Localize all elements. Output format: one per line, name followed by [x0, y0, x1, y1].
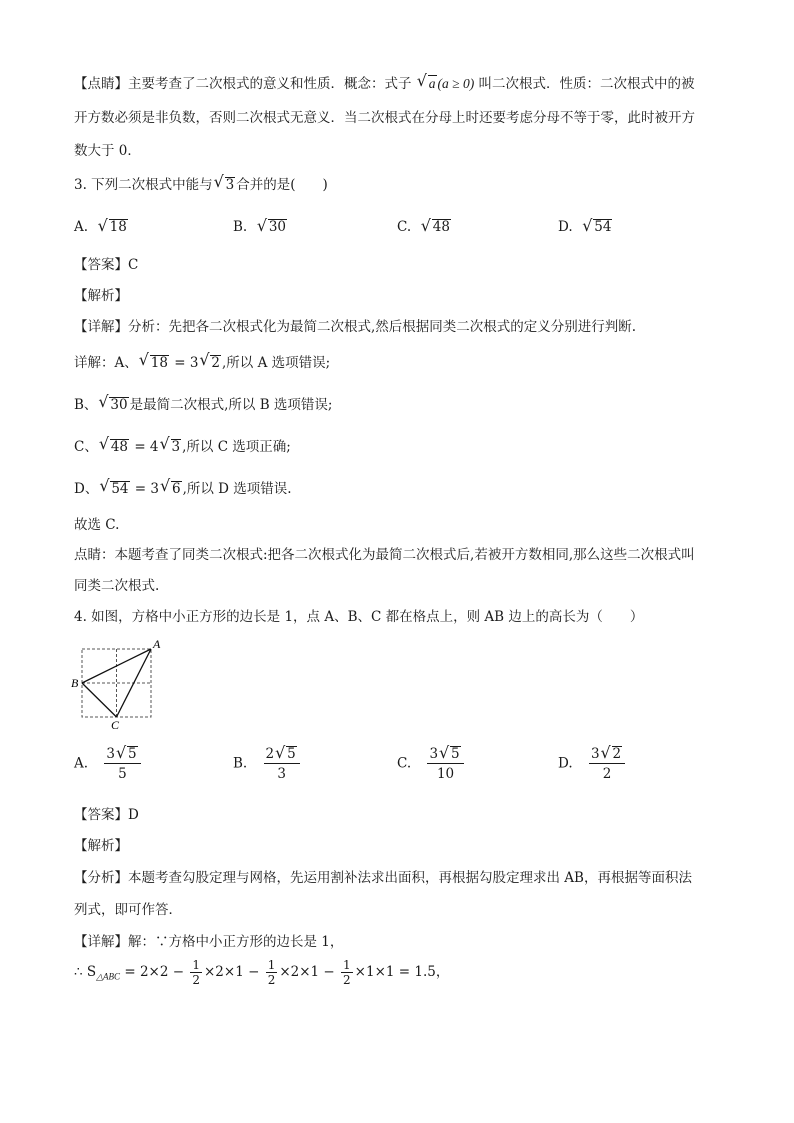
answer-value: D	[128, 807, 139, 823]
q4-area-formula: ∴ $S_{\triangle ABC} = 2\times 2$ − $\frac{1}{2}$ ×2×1 − $\frac{1}{2}$ ×2×1 − $\frac{1}{2}$ ×1×1 = 1.5，	[74, 958, 450, 987]
q3-note-2: 同类二次根式.	[74, 578, 160, 594]
q3-detail-line-b: B、√ 30 是最简二次根式,所以 B 选项错误;	[74, 396, 332, 414]
q4-fenxi-2: 列式，即可作答．	[74, 902, 182, 918]
condition: (a ≥ 0)	[437, 76, 475, 91]
q3-detail-line-a: 详解：A、√ 18 = 3√ 2 ,所以 A 选项错误;	[74, 354, 330, 372]
answer-value: C	[128, 257, 139, 273]
dianjing-line-2: 开方数必须是非负数，否则二次根式无意义．当二次根式在分母上时还要考虑分母不等于零，此时被开方	[74, 110, 695, 126]
grid	[82, 649, 151, 717]
q4-stem: 4. 如图，方格中小正方形的边长是 1，点 A、B、C 都在格点上，则 AB 边上的高长为（ ）	[74, 609, 644, 625]
label-b: B	[71, 676, 79, 690]
answer-tag: 【答案】	[74, 807, 128, 823]
q3-stem-a: 3. 下列二次根式中能与	[74, 177, 213, 193]
q3-detail-line-c: C、√ 48 = 4√ 3 ,所以 C 选项正确;	[74, 438, 291, 456]
q3-option-b: B. √ 30	[233, 219, 288, 235]
q3-detail	[74, 318, 636, 336]
q4-fenxi-1	[74, 869, 692, 887]
dianjing-tag: 【点睛】	[74, 76, 128, 92]
fenxi-tag: 【分析】	[74, 870, 128, 886]
dianjing-text-a: 主要考查了二次根式的意义和性质．概念：式子	[128, 76, 412, 92]
grid-triangle-figure	[68, 636, 168, 732]
q3-analysis-tag: 【解析】	[74, 288, 128, 304]
q4-option-b: B. $\frac{2√ 5}{3}$	[233, 746, 300, 782]
q3-stem	[74, 176, 328, 194]
q3-choose: 故选 C.	[74, 517, 120, 533]
sqrt-a: √ a	[417, 75, 437, 93]
q3-option-a: A. √ 18	[74, 219, 129, 235]
q4-analysis-tag: 【解析】	[74, 838, 128, 854]
detail-tag: 【详解】	[74, 934, 128, 950]
q3-detail-line-d: D、√ 54 = 3√ 6 ,所以 D 选项错误.	[74, 480, 292, 498]
q4-option-c: C. $\frac{3√ 5}{10}$	[397, 746, 464, 782]
detail-text: 分析：先把各二次根式化为最简二次根式,然后根据同类二次根式的定义分别进行判断.	[128, 319, 637, 335]
q3-stem-sqrt: √ 3	[214, 176, 236, 194]
q4-option-a: A. $\frac{3√ 5}{5}$	[74, 746, 141, 782]
detail-text: 解：∵方格中小正方形的边长是 1，	[128, 934, 344, 950]
q3-note-1: 点睛：本题考查了同类二次根式:把各二次根式化为最简二次根式后,若被开方数相同,那么这些二次根式叫	[74, 547, 695, 563]
q3-option-c: C. √ 48	[397, 219, 452, 235]
answer-tag: 【答案】	[74, 257, 128, 273]
q3-answer	[74, 256, 138, 274]
q4-answer	[74, 806, 139, 824]
label-c: C	[111, 718, 120, 732]
fenxi-text-1: 本题考查勾股定理与网格，先运用割补法求出面积，再根据勾股定理求出 AB，再根据等面积法	[128, 870, 692, 886]
dianjing-text-b: 叫二次根式．性质：二次根式中的被	[478, 76, 695, 92]
detail-tag: 【详解】	[74, 319, 128, 335]
dianjing-line-3: 数大于 0．	[74, 143, 141, 159]
q4-option-d: D. $\frac{3√ 2}{2}$	[558, 746, 625, 782]
q3-option-d: D. √ 54	[558, 219, 613, 235]
q3-stem-b: 合并的是( )	[236, 177, 328, 193]
label-a: A	[153, 637, 161, 651]
dianjing-line-1	[74, 75, 695, 93]
q4-detail	[74, 933, 343, 951]
